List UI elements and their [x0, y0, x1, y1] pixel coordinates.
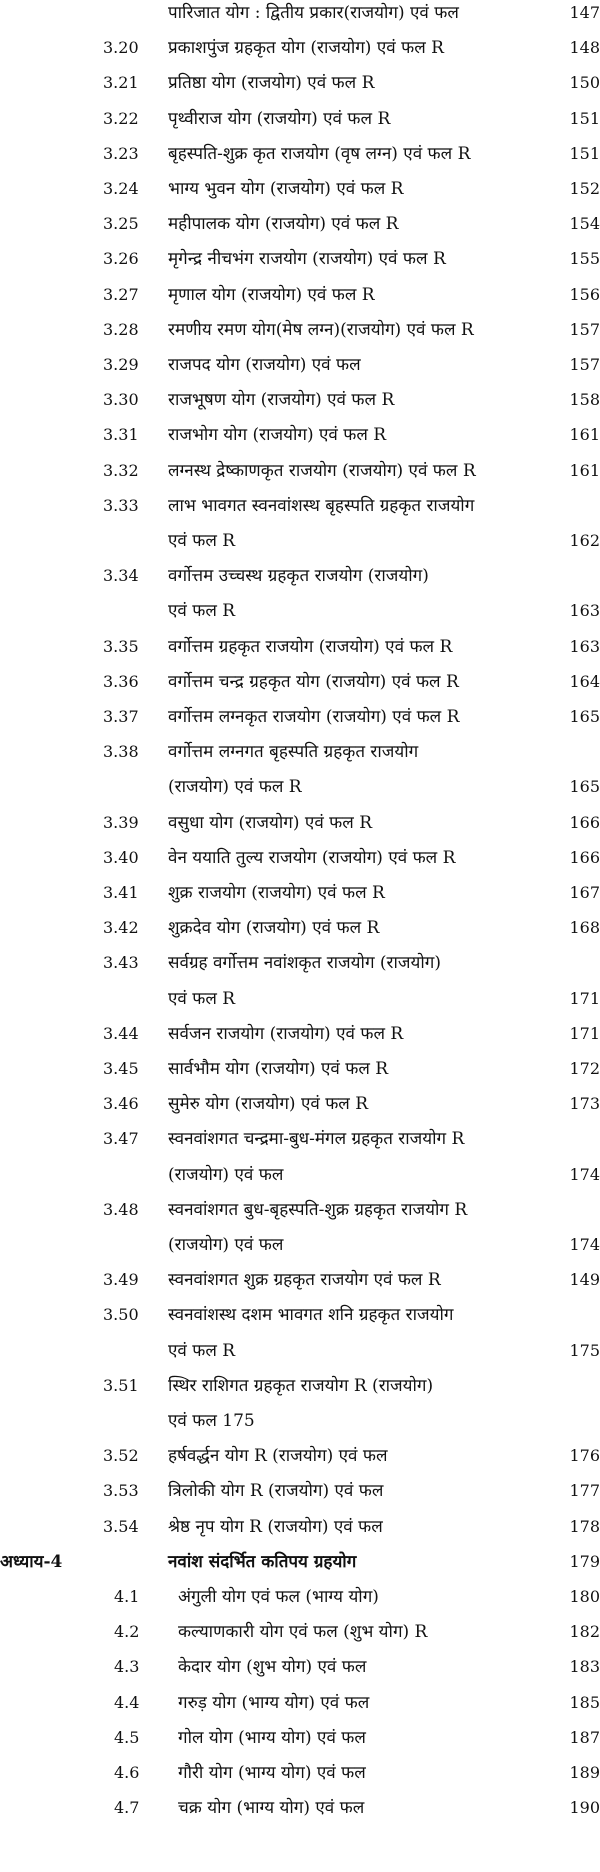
entry-title: राजपद योग (राजयोग) एवं फल [168, 355, 361, 375]
entry-title: गरुड़ योग (भाग्य योग) एवं फल [178, 1692, 370, 1713]
page-number: 162 [569, 531, 600, 550]
page-number: 179 [569, 1551, 600, 1571]
entry-title: बृहस्पति-शुक्र कृत राजयोग (वृष लग्न) एवं फल R [168, 143, 471, 164]
page-number: 174 [569, 1235, 600, 1254]
section-number: 3.32 [103, 460, 139, 480]
page-number: 167 [569, 883, 600, 902]
entry-title: एवं फल R [168, 988, 236, 1009]
page-number: 164 [569, 671, 600, 691]
entry-title: सुमेरु योग (राजयोग) एवं फल R [168, 1094, 369, 1115]
entry-title: शुक्रदेव योग (राजयोग) एवं फल R [168, 918, 380, 939]
page-number: 163 [569, 636, 600, 656]
section-number: 3.51 [103, 1375, 139, 1395]
section-number: 3.24 [103, 179, 139, 198]
entry-title: स्वनवांशगत शुक्र ग्रहकृत राजयोग एवं फल R [168, 1270, 441, 1291]
entry-title: मृणाल योग (राजयोग) एवं फल R [168, 284, 375, 305]
section-number: 4.7 [114, 1798, 140, 1818]
entry-title: वर्गोत्तम चन्द्र ग्रहकृत योग (राजयोग) एवं फल R [168, 671, 459, 692]
entry-title: प्रकाशपुंज ग्रहकृत योग (राजयोग) एवं फल R [168, 38, 444, 59]
page-number: 151 [569, 108, 600, 128]
page-number: 161 [569, 460, 600, 480]
page-number: 177 [569, 1481, 600, 1501]
section-number: 3.42 [103, 918, 139, 938]
page-number: 176 [569, 1446, 600, 1466]
entry-title: सर्वजन राजयोग (राजयोग) एवं फल R [168, 1023, 404, 1044]
page-number: 165 [569, 707, 600, 726]
section-number: 3.53 [103, 1481, 139, 1501]
page-number: 166 [569, 812, 600, 832]
entry-title: लग्नस्थ द्रेष्काणकृत राजयोग (राजयोग) एवं फल R [168, 460, 476, 481]
page-number: 161 [569, 425, 600, 445]
entry-title: पारिजात योग : द्वितीय प्रकार(राजयोग) एवं फल [168, 3, 459, 23]
entry-title: नवांश संदर्भित कतिपय ग्रहयोग [168, 1551, 357, 1572]
section-number: 4.1 [114, 1587, 140, 1606]
section-number: 3.40 [103, 847, 139, 867]
page-number: 163 [569, 601, 600, 621]
section-number: 3.33 [103, 495, 139, 515]
page-number: 150 [569, 73, 600, 93]
section-number: 3.37 [103, 707, 139, 726]
section-number: 3.21 [103, 73, 139, 93]
page-number: 173 [569, 1094, 600, 1114]
section-number: 3.39 [103, 812, 139, 832]
page-number: 148 [569, 38, 600, 58]
entry-title: वेन ययाति तुल्य राजयोग (राजयोग) एवं फल R [168, 847, 456, 868]
page-number: 189 [569, 1763, 600, 1782]
entry-title: राजभूषण योग (राजयोग) एवं फल R [168, 390, 395, 411]
page-number: 154 [569, 214, 600, 234]
page-number: 149 [569, 1270, 600, 1290]
page-number: 166 [569, 847, 600, 867]
section-number: 3.27 [103, 284, 139, 304]
entry-title: गौरी योग (भाग्य योग) एवं फल [178, 1763, 366, 1783]
section-number: 3.20 [103, 38, 139, 58]
entry-title: सार्वभौम योग (राजयोग) एवं फल R [168, 1059, 389, 1079]
section-number: 4.2 [114, 1622, 140, 1642]
entry-title: अंगुली योग एवं फल (भाग्य योग) [178, 1587, 379, 1607]
section-number: 4.6 [114, 1763, 140, 1782]
page-number: 182 [569, 1622, 600, 1642]
page-number: 147 [569, 3, 600, 22]
entry-title: चक्र योग (भाग्य योग) एवं फल [178, 1798, 365, 1819]
entry-title: भाग्य भुवन योग (राजयोग) एवं फल R [168, 179, 404, 199]
page-number: 152 [569, 179, 600, 198]
section-number: 3.28 [103, 319, 139, 339]
entry-title: गोल योग (भाग्य योग) एवं फल [178, 1727, 366, 1748]
section-number: 3.48 [103, 1199, 139, 1219]
entry-title: स्थिर राशिगत ग्रहकृत राजयोग R (राजयोग) [168, 1375, 434, 1396]
page-number: 178 [569, 1516, 600, 1536]
section-number: 3.23 [103, 143, 139, 163]
section-number: 3.46 [103, 1094, 139, 1114]
entry-title: एवं फल R [168, 601, 236, 622]
section-number: 3.22 [103, 108, 139, 128]
section-number: 3.26 [103, 249, 139, 269]
entry-title: त्रिलोकी योग R (राजयोग) एवं फल [168, 1481, 384, 1502]
page-number: 185 [569, 1692, 600, 1712]
entry-title: शुक्र राजयोग (राजयोग) एवं फल R [168, 883, 385, 903]
entry-title: वर्गोत्तम उच्चस्थ ग्रहकृत राजयोग (राजयोग) [168, 566, 429, 587]
page-number: 175 [569, 1340, 600, 1360]
entry-title: स्वनवांशगत बुध-बृहस्पति-शुक्र ग्रहकृत राजयोग R [168, 1199, 468, 1220]
page-number: 168 [569, 918, 600, 938]
entry-title: पृथ्वीराज योग (राजयोग) एवं फल R [168, 108, 391, 129]
entry-title: श्रेष्ठ नृप योग R (राजयोग) एवं फल [168, 1516, 383, 1537]
entry-title: लाभ भावगत स्वनवांशस्थ बृहस्पति ग्रहकृत राजयोग [168, 495, 475, 516]
entry-title: मृगेन्द्र नीचभंग राजयोग (राजयोग) एवं फल R [168, 249, 446, 270]
section-number: 3.38 [103, 742, 139, 762]
section-number: 4.4 [114, 1692, 140, 1712]
section-number: 4.5 [114, 1727, 140, 1747]
section-number: 3.44 [103, 1023, 139, 1043]
section-number: 3.43 [103, 953, 139, 973]
entry-title: वसुधा योग (राजयोग) एवं फल R [168, 812, 373, 833]
entry-title: (राजयोग) एवं फल [168, 1164, 284, 1185]
entry-title: सर्वग्रह वर्गोत्तम नवांशकृत राजयोग (राजयोग) [168, 953, 441, 974]
page-number: 156 [569, 284, 600, 304]
page-number: 190 [569, 1798, 600, 1818]
entry-title: एवं फल 175 [168, 1411, 255, 1431]
page-number: 183 [569, 1657, 600, 1677]
section-number: 3.25 [103, 214, 139, 234]
section-number: 3.50 [103, 1305, 139, 1325]
section-number: 3.31 [103, 425, 139, 445]
page-number: 158 [569, 390, 600, 410]
entry-title: एवं फल R [168, 1340, 236, 1361]
section-number: 3.35 [103, 636, 139, 656]
page-number: 165 [569, 777, 600, 797]
entry-title: राजभोग योग (राजयोग) एवं फल R [168, 425, 387, 446]
section-number: 3.47 [103, 1129, 139, 1149]
section-number: 3.30 [103, 390, 139, 410]
entry-title: रमणीय रमण योग(मेष लग्न)(राजयोग) एवं फल R [168, 319, 474, 340]
entry-title: स्वनवांशगत चन्द्रमा-बुध-मंगल ग्रहकृत राजयोग R [168, 1129, 465, 1150]
entry-title: स्वनवांशस्थ दशम भावगत शनि ग्रहकृत राजयोग [168, 1305, 454, 1326]
page-number: 172 [569, 1059, 600, 1078]
section-number: 3.49 [103, 1270, 139, 1290]
entry-title: (राजयोग) एवं फल R [168, 777, 302, 798]
page-number: 171 [569, 988, 600, 1008]
page-number: 151 [569, 143, 600, 163]
page-number: 157 [569, 355, 600, 374]
entry-title: वर्गोत्तम लग्नकृत राजयोग (राजयोग) एवं फल R [168, 707, 460, 727]
section-number: 3.52 [103, 1446, 139, 1466]
section-number: 4.3 [114, 1657, 140, 1677]
entry-title: महीपालक योग (राजयोग) एवं फल R [168, 214, 399, 235]
page-number: 157 [569, 319, 600, 339]
page-number: 174 [569, 1164, 600, 1184]
page-number: 155 [569, 249, 600, 269]
section-number: 3.34 [103, 566, 139, 586]
entry-title: (राजयोग) एवं फल [168, 1235, 284, 1255]
chapter-label: अध्याय-4 [0, 1551, 63, 1572]
page-number: 180 [569, 1587, 600, 1606]
section-number: 3.41 [103, 883, 139, 902]
entry-title: हर्षवर्द्धन योग R (राजयोग) एवं फल [168, 1446, 388, 1467]
section-number: 3.36 [103, 671, 139, 691]
page-number: 171 [569, 1023, 600, 1043]
section-number: 3.54 [103, 1516, 139, 1536]
entry-title: वर्गोत्तम लग्नगत बृहस्पति ग्रहकृत राजयोग [168, 742, 419, 763]
entry-title: कल्याणकारी योग एवं फल (शुभ योग) R [178, 1622, 428, 1643]
entry-title: एवं फल R [168, 531, 236, 551]
entry-title: वर्गोत्तम ग्रहकृत राजयोग (राजयोग) एवं फल R [168, 636, 453, 657]
entry-title: प्रतिष्ठा योग (राजयोग) एवं फल R [168, 73, 375, 94]
section-number: 3.45 [103, 1059, 139, 1078]
entry-title: केदार योग (शुभ योग) एवं फल [178, 1657, 367, 1678]
page-number: 187 [569, 1727, 600, 1747]
section-number: 3.29 [103, 355, 139, 374]
